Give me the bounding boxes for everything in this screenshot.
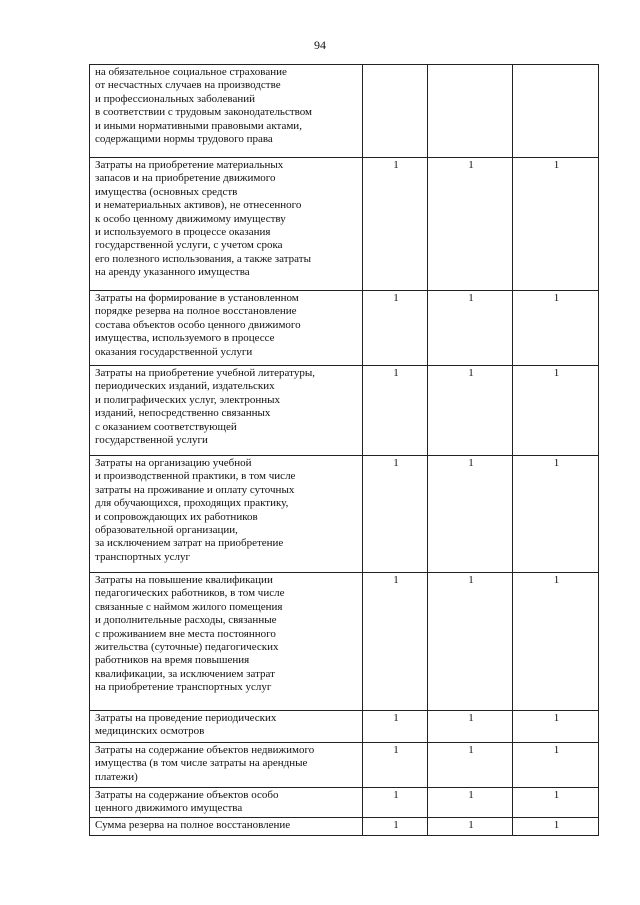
row-description: Затраты на приобретение материальных запасов и на приобретение движимого имущества (основных средств и нематериальных активов), не отнесенного к особо ценному движимому имуществу и используемого в процессе оказания государственной услуги, с учетом срока его полезного использования, а также затраты на аренду указанного имущества: [90, 158, 363, 291]
row-value: 1: [428, 158, 513, 291]
row-description: Затраты на организацию учебной и производственной практики, в том числе затраты на проживание и оплату суточных для обучающихся, проходящих практику, и сопровождающих их работников образовательной организации, за исключением затрат на приобретение транспортных услуг: [90, 456, 363, 573]
row-value: 1: [363, 291, 428, 366]
row-value: 1: [513, 573, 599, 711]
row-description: Затраты на приобретение учебной литературы, периодических изданий, издательских и полиграфических услуг, электронных изданий, непосредственно связанных с оказанием соответствующей государственной услуги: [90, 366, 363, 456]
row-value: 1: [428, 366, 513, 456]
table-row: [90, 788, 599, 818]
row-value: 1: [363, 818, 428, 836]
row-value: 1: [513, 366, 599, 456]
row-value: 1: [513, 456, 599, 573]
row-value: 1: [363, 366, 428, 456]
table-row: [90, 711, 599, 743]
row-value: 1: [428, 573, 513, 711]
row-value: 1: [428, 711, 513, 743]
row-description: Затраты на проведение периодических медицинских осмотров: [90, 711, 363, 743]
row-value: 1: [428, 456, 513, 573]
row-description: Затраты на содержание объектов особо ценного движимого имущества: [90, 788, 363, 818]
row-description: Затраты на формирование в установленном порядке резерва на полное восстановление состава объектов особо ценного движимого имущества, используемого в процессе оказания государственной услуги: [90, 291, 363, 366]
row-description: Затраты на повышение квалификации педагогических работников, в том числе связанные с наймом жилого помещения и дополнительные расходы, связанные с проживанием вне места постоянного жительства (суточные) педагогических работников на время повышения квалификации, за исключением затрат на приобретение транспортных услуг: [90, 573, 363, 711]
row-value: 1: [428, 291, 513, 366]
table-row: [90, 366, 599, 456]
table-row: [90, 818, 599, 836]
row-description: на обязательное социальное страхование от несчастных случаев на производстве и профессиональных заболеваний в соответствии с трудовым законодательством и иными нормативными правовыми актами, содержащими нормы трудового права: [90, 65, 363, 158]
row-value: 1: [363, 788, 428, 818]
table-row: [90, 291, 599, 366]
row-value: 1: [513, 158, 599, 291]
row-value: 1: [363, 711, 428, 743]
table-row: [90, 456, 599, 573]
table-row: [90, 573, 599, 711]
row-description: Затраты на содержание объектов недвижимого имущества (в том числе затраты на арендные платежи): [90, 743, 363, 788]
row-value: 1: [513, 743, 599, 788]
row-description: Сумма резерва на полное восстановление: [90, 818, 363, 836]
row-value: 1: [428, 818, 513, 836]
table-row: [90, 158, 599, 291]
row-value: [363, 65, 428, 158]
row-value: 1: [363, 573, 428, 711]
row-value: 1: [428, 743, 513, 788]
table-row: [90, 65, 599, 158]
row-value: 1: [428, 788, 513, 818]
row-value: 1: [513, 818, 599, 836]
row-value: 1: [513, 711, 599, 743]
row-value: 1: [513, 291, 599, 366]
row-value: [428, 65, 513, 158]
cost-table: [89, 64, 599, 836]
table-row: [90, 743, 599, 788]
row-value: [513, 65, 599, 158]
row-value: 1: [513, 788, 599, 818]
row-value: 1: [363, 743, 428, 788]
row-value: 1: [363, 158, 428, 291]
row-value: 1: [363, 456, 428, 573]
page-number: 94: [314, 38, 326, 52]
